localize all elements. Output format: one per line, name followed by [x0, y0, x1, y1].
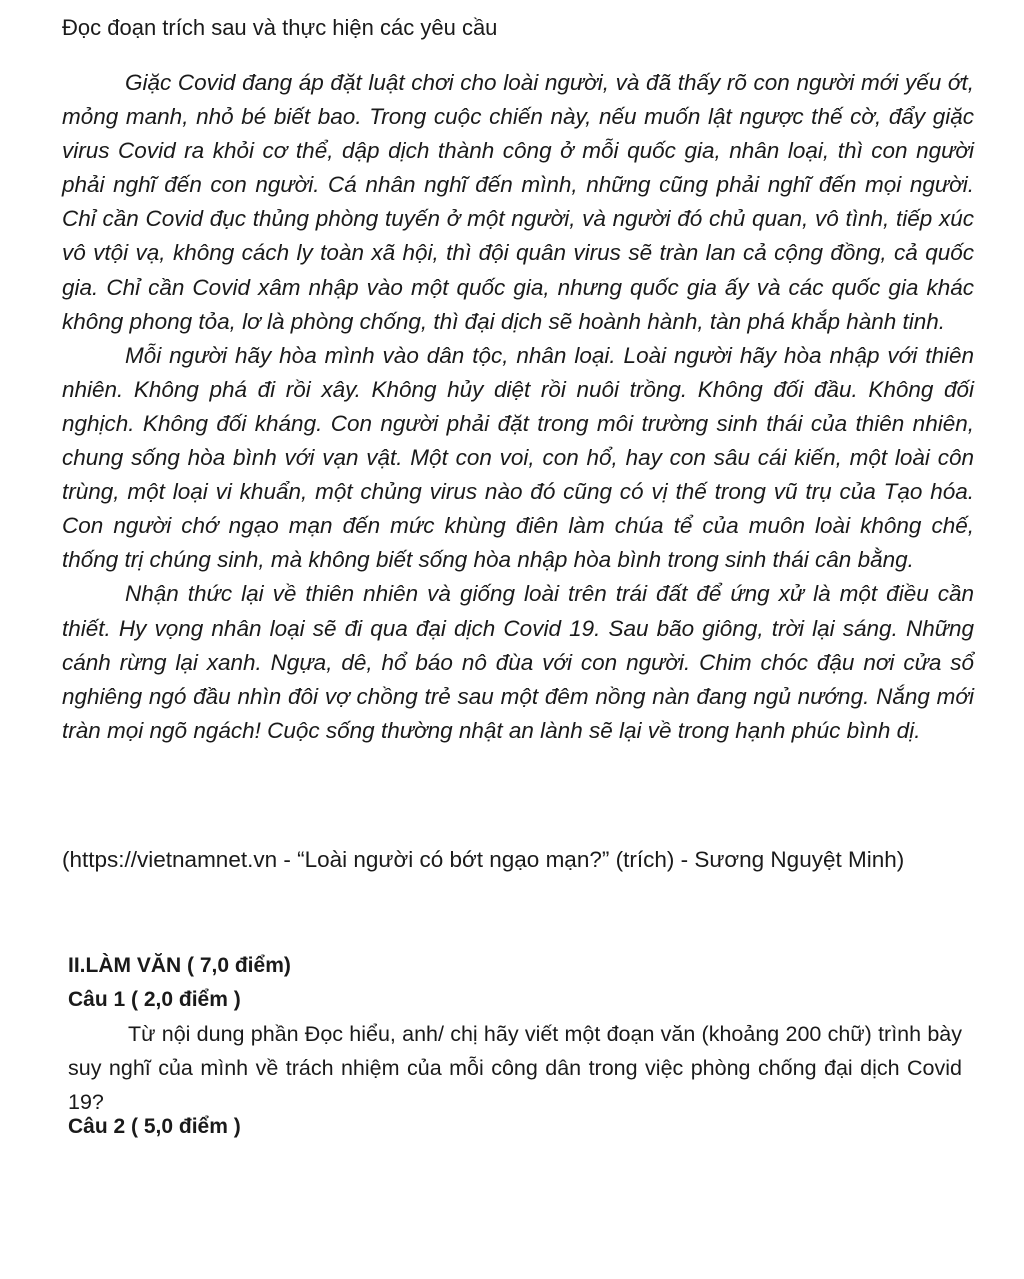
question-1-body: Từ nội dung phần Đọc hiểu, anh/ chị hãy viết một đoạn văn (khoảng 200 chữ) trình bày suy nghĩ của mình về trách nhiệm của mỗi công dân trong việc phòng chống đại dịch Covid 19? — [68, 1022, 962, 1114]
page-heading: Đọc đoạn trích sau và thực hiện các yêu cầu — [62, 15, 498, 40]
question-2-title-text: Câu 2 ( 5,0 điểm ) — [68, 1115, 241, 1138]
excerpt-paragraph-1: Giặc Covid đang áp đặt luật chơi cho loài người, và đã thấy rõ con người mới yếu ớt, mỏng manh, nhỏ bé biết bao. Trong cuộc chiến này, nếu muốn lật ngược thế cờ, đẩy giặc virus Covid ra khỏi cơ thể, dập dịch thành công ở mỗi quốc gia, nhân loại, thì con người phải nghĩ đến con người. Cá nhân nghĩ đến mình, những cũng phải nghĩ đến mọi người. Chỉ cần Covid đục thủng phòng tuyến ở một người, và người đó chủ quan, vô tình, tiếp xúc vô vtội vạ, không cách ly toàn xã hội, thì đội quân virus sẽ tràn lan cả cộng đồng, cả quốc gia. Chỉ cần Covid xâm nhập vào một quốc gia, nhưng quốc gia ấy và các quốc gia khác không phong tỏa, lơ là phòng chống, thì đại dịch sẽ hoành hành, tàn phá khắp hành tinh. — [62, 70, 974, 334]
excerpt-source: (https://vietnamnet.vn - “Loài người có bớt ngạo mạn?” (trích) - Sương Nguyệt Minh) — [62, 847, 905, 872]
question-2-title-cut — [68, 1115, 268, 1138]
excerpt-paragraph-2: Mỗi người hãy hòa mình vào dân tộc, nhân loại. Loài người hãy hòa nhập với thiên nhiên. Không phá đi rồi xây. Không hủy diệt rồi nuôi trồng. Không đối đầu. Không đối nghịch. Không đối kháng. Con người phải đặt trong môi trường sinh thái của thiên nhiên, chung sống hòa bình với vạn vật. Một con voi, con hổ, hay con sâu cái kiến, một loài côn trùng, một loại vi khuẩn, một chủng virus nào đó cũng có vị thế trong vũ trụ của Tạo hóa. Con người chớ ngạo mạn đến mức khùng điên làm chúa tể của muôn loài không chế, thống trị chúng sinh, mà không biết sống hòa nhập hòa bình trong sinh thái cân bằng. — [62, 342, 974, 573]
excerpt-paragraph-3: Nhận thức lại về thiên nhiên và giống loài trên trái đất để ứng xử là một điều cần thiết. Hy vọng nhân loại sẽ đi qua đại dịch Covid 19. Sau bão giông, trời lại sáng. Những cánh rừng lại xanh. Ngựa, dê, hổ báo nô đùa với con người. Chim chóc đậu nơi cửa sổ nghiêng ngó đầu nhìn đôi vợ chồng trẻ sau một đêm nồng nàn đang ngủ nướng. Nắng mới tràn mọi ngõ ngách! Cuộc sống thường nhật an lành sẽ lại về trong hạnh phúc bình dị. — [62, 581, 974, 743]
section-title: II.LÀM VĂN ( 7,0 điểm) — [68, 954, 291, 977]
question-1-title: Câu 1 ( 2,0 điểm ) — [68, 988, 241, 1011]
reading-excerpt — [62, 66, 974, 748]
